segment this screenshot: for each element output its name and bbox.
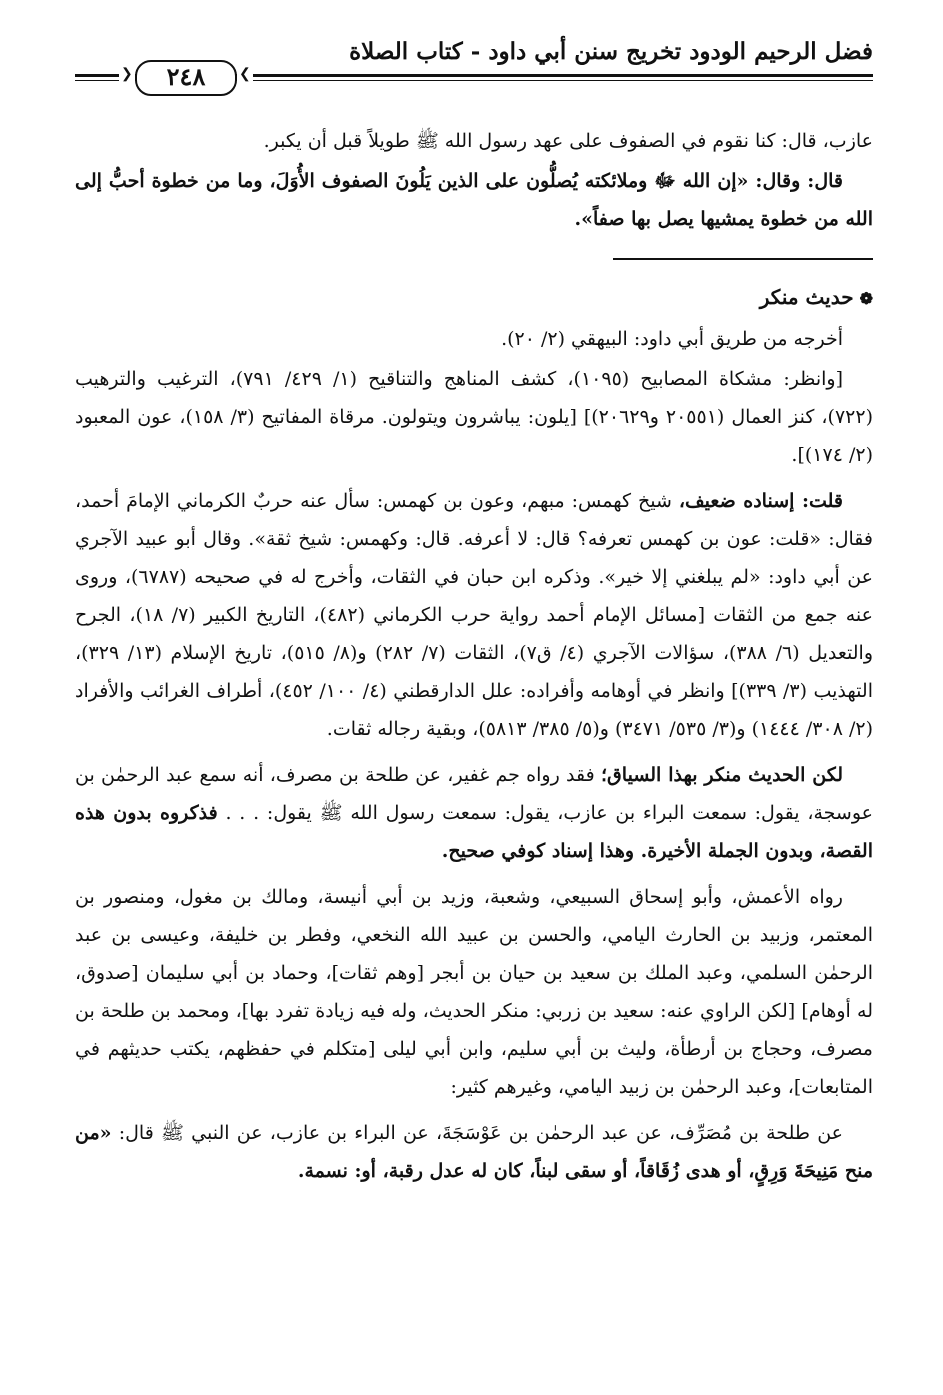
paragraph-8-text: عن طلحة بن مُصَرِّف، عن عبد الرحمٰن بن عَوْسَجَةَ، عن البراء بن عازب، عن النبي ﷺ قال: <box>111 1122 843 1144</box>
paragraph-5-text: شيخ كهمس: مبهم، وعون بن كهمس: سأل عنه حربٌ الكرماني الإمامَ أحمد، فقال: «قلت: عون بن كهمس تعرفه؟ قال: لا أعرفه. قال: وكهمس: شيخ ثقة». وقال أبو عبيد الآجري عن أبي داود: «لم يبلغني إلا خير». وذكره ابن حبان في الثقات، وأخرج له في صحيحه (٦٧٨٧)، وروى عنه جمع من الثقات [مسائل الإمام أحمد رواية حرب الكرماني (٤٨٢)، التاريخ الكبير (٧/ ١٨)، الجرح والتعديل (٦/ ٣٨٨)، سؤالات الآجري (٤/ ق٧)، الثقات (٧/ ٢٨٢) و(٨/ ٥١٥)، تاريخ الإسلام (١٣/ ٣٢٩)، التهذيب (٣/ ٣٣٩)] وانظر في أوهامه وأفراده: علل الدارقطني (٤/ ١٠٠/ ٤٥٢)، أطراف الغرائب والأفراد (٢/ ٣٠٨/ ١٤٤٤) و(٣/ ٥٣٥/ ٣٤٧١) و(٥/ ٣٨٥/ ٥٨١٣)، وبقية رجاله ثقات. <box>75 490 873 740</box>
right-ornament-icon: ❯ <box>239 66 251 82</box>
paragraph-4: [وانظر: مشكاة المصابيح (١٠٩٥)، كشف المناهج والتناقيح (١/ ٤٢٩/ ٧٩١)، الترغيب والترهيب (٧٢٢)، كنز العمال (٢٠٥٥١ و٢٠٦٢٩)] [يلون: يباشرون ويتولون. مرقاة المفاتيح (٣/ ١٥٨)، عون المعبود (٢/ ١٧٤)]. <box>75 368 873 466</box>
page-number: ٢٤٨ <box>135 60 237 96</box>
page-content <box>75 122 873 1192</box>
paragraph-7: رواه الأعمش، وأبو إسحاق السبيعي، وشعبة، وزيد بن أبي أنيسة، ومالك بن مغول، ومنصور بن المعتمر، وزبيد بن الحارث اليامي، والحسن بن عبيد الله النخعي، وفطر بن خليفة، وعيسى بن عبد الرحمٰن السلمي، وعبد الملك بن سعيد بن حيان بن أبجر [وهم ثقات]، وحماد بن أبي سليمان [صدوق، له أوهام] [لكن الراوي عنه: سعيد بن زربي: منكر الحديث، وله فيه زيادة تفرد بها]، ومحمد بن طلحة بن مصرف، وحجاج بن أرطأة، وليث بن أبي سليم، وابن أبي ليلى [متكلم في حفظهم، يكتب حديثهم في المتابعات]، وعبد الرحمٰن بن زبيد اليامي، وغيرهم كثير: <box>75 886 873 1098</box>
flower-icon: ❁ <box>859 289 873 308</box>
paragraph-1: عازب، قال: كنا نقوم في الصفوف على عهد رسول الله ﷺ طويلاً قبل أن يكبر. <box>263 130 873 152</box>
paragraph-6-lead: لكن الحديث منكر بهذا السياق؛ <box>601 764 843 786</box>
paragraph-2-hadith: قال: وقال: «إن الله ﷻ وملائكته يُصلُّون على الذين يَلُونَ الصفوف الأُوَلَ، وما من خطوة أحبُّ إلى الله من خطوة يمشيها يصل بها صفاً». <box>75 170 873 230</box>
paragraph-8 <box>75 1114 873 1190</box>
paragraph-8-hadith: «من منح مَنِيحَةَ وَرِقٍ، أو هدى زُقَاقاً، أو سقى لبناً، كان له عدل رقبة، أو: نسمة. <box>75 1122 873 1182</box>
running-title: فضل الرحيم الودود تخريج سنن أبي داود - كتاب الصلاة <box>349 38 873 65</box>
paragraph-5-lead: قلت: إسناده ضعيف، <box>678 490 843 512</box>
section-heading <box>75 278 873 318</box>
paragraph-6 <box>75 756 873 870</box>
section-heading-text: حديث منكر <box>759 285 854 309</box>
left-ornament-icon: ❮ <box>121 66 133 82</box>
paragraph-5 <box>75 482 873 748</box>
paragraph-6-text: فقد رواه جم غفير، عن طلحة بن مصرف، أنه سمع عبد الرحمٰن بن عوسجة، يقول: سمعت البراء بن عازب، يقول: سمعت رسول الله ﷺ يقول: . . . <box>75 764 873 824</box>
paragraph-3: أخرجه من طريق أبي داود: البيهقي (٢/ ٢٠). <box>501 328 843 350</box>
paragraph-6-tail: فذكروه بدون هذه القصة، وبدون الجملة الأخيرة. وهذا إسناد كوفي صحيح. <box>75 802 873 862</box>
page-header <box>75 38 873 98</box>
section-separator <box>613 258 873 260</box>
